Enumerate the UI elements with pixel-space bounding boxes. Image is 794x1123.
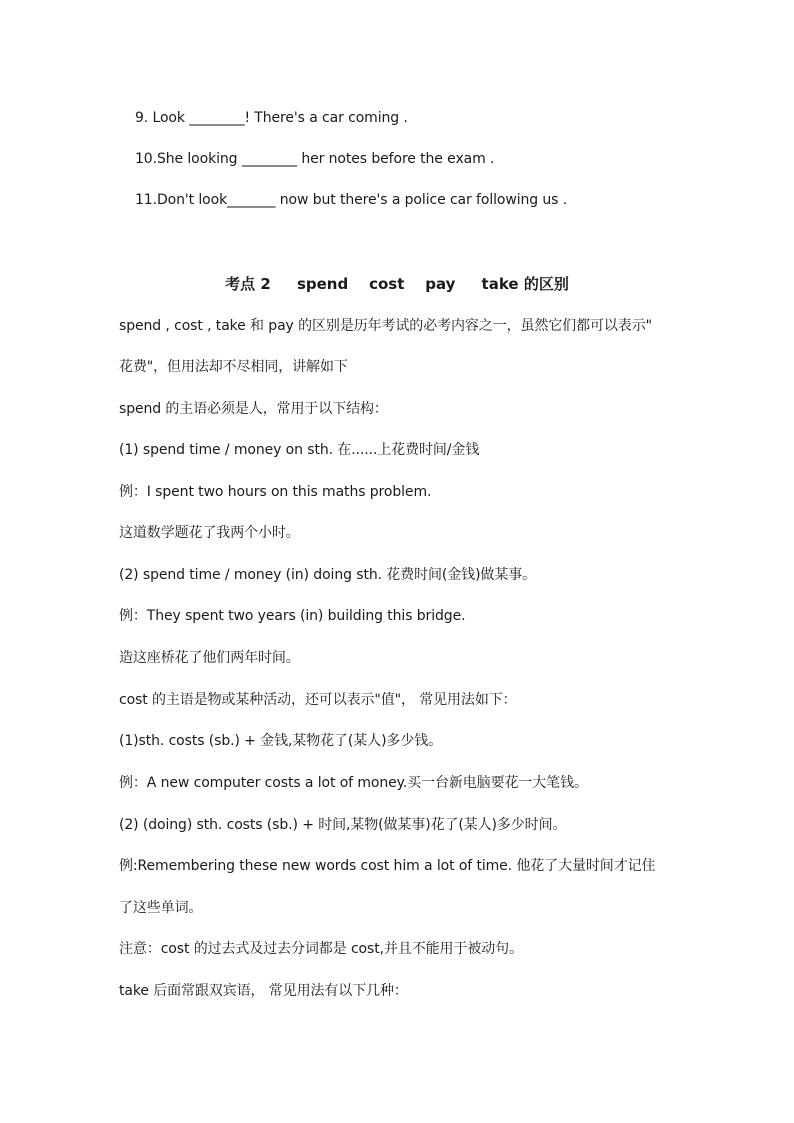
text-line: 例:Remembering these new words cost him a lot of time. 他花了大量时间才记住 (119, 858, 656, 874)
text-line: 例：A new computer costs a lot of money.买一台新电脑要花一大笔钱。 (119, 775, 588, 791)
text-line: (1) spend time / money on sth. 在......上花费时间/金钱 (119, 442, 480, 458)
text-line: cost 的主语是物或某种活动，还可以表示"值"， 常见用法如下： (119, 692, 517, 708)
section-title: 考点 2 spend cost pay take 的区别 (225, 275, 569, 293)
text-line: 造这座桥花了他们两年时间。 (119, 650, 300, 666)
text-line: take 后面常跟双宾语， 常见用法有以下几种： (119, 983, 408, 999)
text-line: 了这些单词。 (119, 900, 203, 916)
text-line: 注意：cost 的过去式及过去分词都是 cost,并且不能用于被动句。 (119, 941, 523, 957)
text-line: 例：They spent two years (in) building this bridge. (119, 608, 466, 624)
text-line: 花费"，但用法却不尽相同，讲解如下 (119, 359, 348, 375)
text-line: spend 的主语必须是人，常用于以下结构： (119, 401, 388, 417)
exercise-item: 11.Don't look_______ now but there's a police car following us . (135, 192, 568, 208)
text-line: 这道数学题花了我两个小时。 (119, 525, 300, 541)
text-line: (1)sth. costs (sb.) + 金钱,某物花了(某人)多少钱。 (119, 733, 443, 749)
text-line: spend , cost , take 和 pay 的区别是历年考试的必考内容之一，虽然它们都可以表示" (119, 318, 652, 334)
exercise-item: 9. Look ________! There's a car coming . (135, 110, 408, 126)
exercise-item: 10.She looking ________ her notes before the exam . (135, 151, 495, 167)
text-line: (2) spend time / money (in) doing sth. 花费时间(金钱)做某事。 (119, 567, 537, 583)
text-line: 例：I spent two hours on this maths problem. (119, 484, 432, 500)
text-line: (2) (doing) sth. costs (sb.) + 时间,某物(做某事)花了(某人)多少时间。 (119, 817, 567, 833)
